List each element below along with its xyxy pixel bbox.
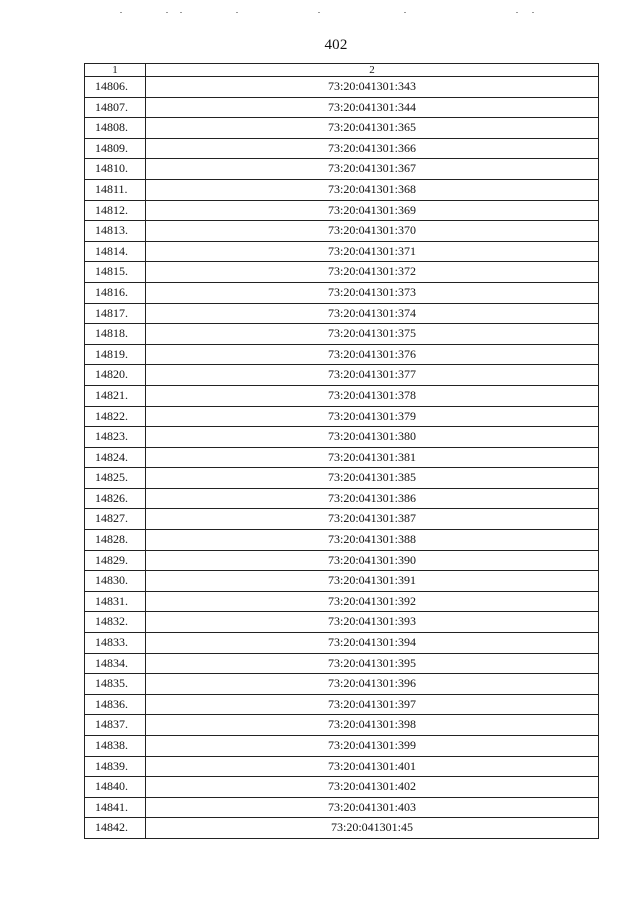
row-number-cell: 14814. <box>85 241 146 262</box>
row-number-cell: 14810. <box>85 159 146 180</box>
column-header-cadastral-number: 2 <box>146 64 599 77</box>
cadastral-number-cell: 73:20:041301:391 <box>146 571 599 592</box>
table-row <box>85 633 599 654</box>
row-number-cell: 14826. <box>85 488 146 509</box>
cadastral-number-cell: 73:20:041301:379 <box>146 406 599 427</box>
cadastral-number-cell: 73:20:041301:378 <box>146 385 599 406</box>
cadastral-number-cell: 73:20:041301:370 <box>146 221 599 242</box>
table-row <box>85 282 599 303</box>
table-row <box>85 571 599 592</box>
page-number: 402 <box>324 37 348 53</box>
cadastral-number-cell: 73:20:041301:401 <box>146 756 599 777</box>
cadastral-number-cell: 73:20:041301:374 <box>146 303 599 324</box>
row-number-cell: 14829. <box>85 550 146 571</box>
row-number-cell: 14812. <box>85 200 146 221</box>
scan-speck <box>404 12 406 13</box>
row-number-cell: 14841. <box>85 797 146 818</box>
row-number-cell: 14807. <box>85 97 146 118</box>
table-row <box>85 488 599 509</box>
column-header-number: 1 <box>85 64 146 77</box>
table-row <box>85 385 599 406</box>
cadastral-number-cell: 73:20:041301:386 <box>146 488 599 509</box>
cadastral-number-cell: 73:20:041301:366 <box>146 138 599 159</box>
row-number-cell: 14824. <box>85 447 146 468</box>
cadastral-number-cell: 73:20:041301:344 <box>146 97 599 118</box>
table-row <box>85 324 599 345</box>
table-row <box>85 468 599 489</box>
table-row <box>85 447 599 468</box>
row-number-cell: 14840. <box>85 777 146 798</box>
table-row <box>85 262 599 283</box>
table-row <box>85 509 599 530</box>
cadastral-number-cell: 73:20:041301:395 <box>146 653 599 674</box>
table-row <box>85 365 599 386</box>
row-number-cell: 14811. <box>85 179 146 200</box>
table-row <box>85 221 599 242</box>
row-number-cell: 14809. <box>85 138 146 159</box>
row-number-cell: 14816. <box>85 282 146 303</box>
table-row <box>85 715 599 736</box>
scan-speck <box>166 12 168 13</box>
row-number-cell: 14827. <box>85 509 146 530</box>
scan-speck <box>532 12 534 13</box>
cadastral-number-cell: 73:20:041301:397 <box>146 694 599 715</box>
table-row <box>85 797 599 818</box>
cadastral-number-cell: 73:20:041301:393 <box>146 612 599 633</box>
cadastral-number-cell: 73:20:041301:399 <box>146 736 599 757</box>
cadastral-number-cell: 73:20:041301:388 <box>146 530 599 551</box>
table-row <box>85 736 599 757</box>
table-row <box>85 179 599 200</box>
row-number-cell: 14817. <box>85 303 146 324</box>
row-number-cell: 14838. <box>85 736 146 757</box>
row-number-cell: 14833. <box>85 633 146 654</box>
cadastral-number-cell: 73:20:041301:398 <box>146 715 599 736</box>
row-number-cell: 14828. <box>85 530 146 551</box>
cadastral-number-cell: 73:20:041301:377 <box>146 365 599 386</box>
cadastral-number-cell: 73:20:041301:369 <box>146 200 599 221</box>
row-number-cell: 14821. <box>85 385 146 406</box>
cadastral-table <box>84 63 599 839</box>
table-row <box>85 756 599 777</box>
table-row <box>85 694 599 715</box>
table-row <box>85 653 599 674</box>
cadastral-number-cell: 73:20:041301:365 <box>146 118 599 139</box>
cadastral-number-cell: 73:20:041301:392 <box>146 591 599 612</box>
row-number-cell: 14825. <box>85 468 146 489</box>
cadastral-number-cell: 73:20:041301:402 <box>146 777 599 798</box>
cadastral-number-cell: 73:20:041301:381 <box>146 447 599 468</box>
row-number-cell: 14837. <box>85 715 146 736</box>
table-row <box>85 344 599 365</box>
table-row <box>85 77 599 98</box>
table-row <box>85 138 599 159</box>
cadastral-number-cell: 73:20:041301:367 <box>146 159 599 180</box>
cadastral-number-cell: 73:20:041301:372 <box>146 262 599 283</box>
cadastral-number-cell: 73:20:041301:403 <box>146 797 599 818</box>
row-number-cell: 14830. <box>85 571 146 592</box>
table-row <box>85 241 599 262</box>
table-row <box>85 303 599 324</box>
row-number-cell: 14808. <box>85 118 146 139</box>
table-body <box>85 77 599 839</box>
cadastral-number-cell: 73:20:041301:390 <box>146 550 599 571</box>
table-row <box>85 818 599 839</box>
table-row <box>85 406 599 427</box>
table-row <box>85 674 599 695</box>
table-row <box>85 777 599 798</box>
row-number-cell: 14813. <box>85 221 146 242</box>
table-row <box>85 612 599 633</box>
cadastral-number-cell: 73:20:041301:385 <box>146 468 599 489</box>
cadastral-number-cell: 73:20:041301:343 <box>146 77 599 98</box>
cadastral-number-cell: 73:20:041301:368 <box>146 179 599 200</box>
row-number-cell: 14806. <box>85 77 146 98</box>
cadastral-number-cell: 73:20:041301:387 <box>146 509 599 530</box>
row-number-cell: 14822. <box>85 406 146 427</box>
scan-speck <box>318 12 320 13</box>
scan-speck <box>516 12 518 13</box>
row-number-cell: 14815. <box>85 262 146 283</box>
row-number-cell: 14839. <box>85 756 146 777</box>
table-row <box>85 159 599 180</box>
cadastral-number-cell: 73:20:041301:376 <box>146 344 599 365</box>
cadastral-number-cell: 73:20:041301:396 <box>146 674 599 695</box>
scan-speck <box>120 12 122 13</box>
table-row <box>85 427 599 448</box>
row-number-cell: 14836. <box>85 694 146 715</box>
row-number-cell: 14832. <box>85 612 146 633</box>
scan-speck <box>180 12 182 13</box>
cadastral-number-cell: 73:20:041301:373 <box>146 282 599 303</box>
row-number-cell: 14834. <box>85 653 146 674</box>
table-row <box>85 530 599 551</box>
row-number-cell: 14820. <box>85 365 146 386</box>
scan-speck <box>236 12 238 13</box>
table-row <box>85 550 599 571</box>
row-number-cell: 14819. <box>85 344 146 365</box>
cadastral-number-cell: 73:20:041301:380 <box>146 427 599 448</box>
table-header-row <box>85 64 599 77</box>
table-row <box>85 200 599 221</box>
table-row <box>85 118 599 139</box>
table-row <box>85 97 599 118</box>
cadastral-number-cell: 73:20:041301:371 <box>146 241 599 262</box>
row-number-cell: 14842. <box>85 818 146 839</box>
table-row <box>85 591 599 612</box>
cadastral-number-cell: 73:20:041301:375 <box>146 324 599 345</box>
row-number-cell: 14831. <box>85 591 146 612</box>
row-number-cell: 14835. <box>85 674 146 695</box>
cadastral-number-cell: 73:20:041301:394 <box>146 633 599 654</box>
row-number-cell: 14818. <box>85 324 146 345</box>
cadastral-number-cell: 73:20:041301:45 <box>146 818 599 839</box>
row-number-cell: 14823. <box>85 427 146 448</box>
